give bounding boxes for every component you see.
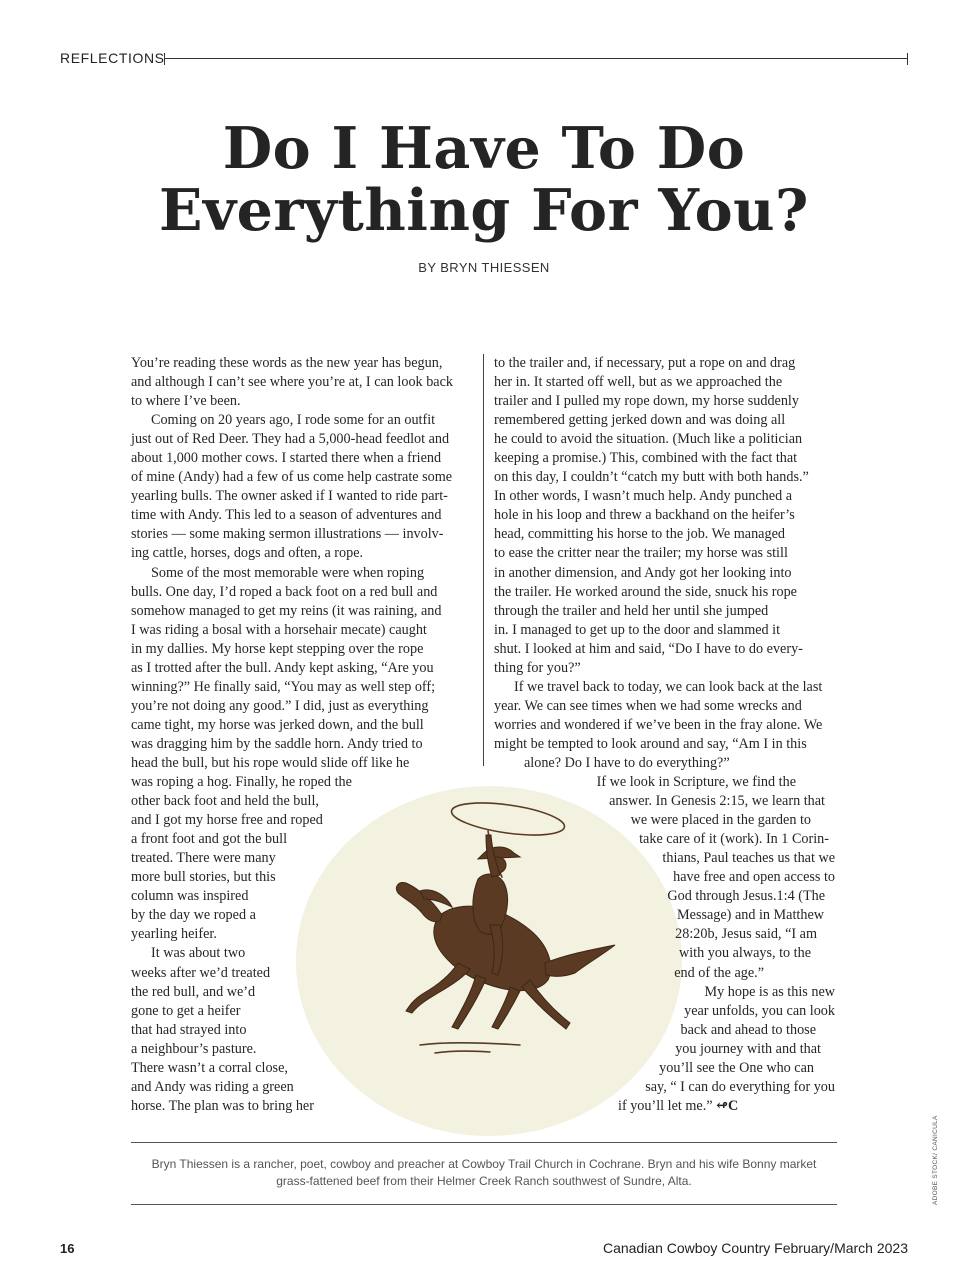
text-line: Some of the most memorable were when roping [151,564,425,581]
text-line: stories — some making sermon illustrations — involv- [131,526,444,543]
text-line: There wasn’t a corral close, [131,1059,288,1076]
text-line: in another dimension, and Andy got her looking into [494,564,792,581]
text-line: weeks after we’d treated [131,964,271,981]
text-line: bulls. One day, I’d roped a back foot on a red bull and [131,583,438,600]
text-line: came tight, my horse was jerked down, and the bull [131,716,424,733]
text-line [494,1097,839,1116]
text-line: thians, Paul teaches us that we [662,850,835,867]
bio-rule-bottom [131,1204,837,1205]
text-line: by the day we roped a [131,907,256,924]
text-line: take care of it (work). In 1 Corin- [639,831,829,848]
text-line: to the trailer and, if necessary, put a rope on and drag [494,355,796,371]
article-title [0,115,968,244]
text-line: If we travel back to today, we can look back at the last [514,678,823,695]
text-line: year unfolds, you can look [684,1002,835,1019]
text-line: in my dallies. My horse kept stepping over the rope [131,640,424,657]
byline: BY BRYN THIESSEN [418,260,550,275]
text-line: through the trailer and held her until she jumped [494,602,769,619]
text-line: ing cattle, horses, dogs and often, a rope. [131,545,364,562]
text-line: the trailer. He worked around the side, snuck his rope [494,583,797,600]
text-line: I was riding a bosal with a horsehair mecate) caught [131,621,427,638]
text-line: yearling bulls. The owner asked if I wanted to ride part- [131,488,448,505]
page-number: 16 [60,1241,75,1256]
text-line: say, “ I can do everything for you [645,1078,835,1095]
section-label: REFLECTIONS [60,50,165,66]
text-line: thing for you?” [494,659,581,676]
text-line: time with Andy. This led to a season of adventures and [131,507,442,524]
text-line-content: if you’ll let me.” [618,1097,713,1114]
text-line: was dragging him by the saddle horn. Andy tried to [131,735,423,752]
text-line: head the bull, but his rope would slide off like he [131,754,410,771]
text-line: might be tempted to look around and say, “Am I in this [494,735,807,752]
text-line: Coming on 20 years ago, I rode some for an outfit [151,412,436,429]
text-line: you’ll see the One who can [659,1059,814,1076]
text-line: year. We can see times when we had some wrecks and [494,697,802,714]
text-line: a neighbour’s pasture. [131,1040,257,1057]
text-line: in. I managed to get up to the door and slammed it [494,621,781,638]
text-line: If we look in Scripture, we find the [596,774,796,791]
photo-credit: ADOBE STOCK/ CANICULA [932,1115,939,1205]
text-line: we were placed in the garden to [630,812,811,829]
text-line: back and ahead to those [680,1021,816,1038]
bio-line: grass-fattened beef from their Helmer Creek Ranch southwest of Sundre, Alta. [276,1174,692,1188]
text-line: that had strayed into [131,1021,247,1038]
text-line: and Andy was riding a green [131,1078,294,1095]
text-line: shut. I looked at him and said, “Do I have to do every- [494,640,803,657]
text-line: God through Jesus.1:4 (The [667,888,825,905]
publication-footer: Canadian Cowboy Country February/March 2023 [602,1240,908,1256]
text-line: a front foot and got the bull [131,831,288,848]
text-line: as I trotted after the bull. Andy kept asking, “Are you [131,659,434,676]
text-line: remembered getting jerked down and was doing all [494,412,786,429]
text-line: gone to get a heifer [131,1002,241,1019]
article-column-left [131,354,473,1116]
text-line: end of the age.” [674,964,764,981]
text-line: on this day, I couldn’t “catch my butt with both hands.” [494,469,809,486]
text-line: hole in his loop and threw a backhand on the heifer’s [494,507,795,524]
text-line: about 1,000 mother cows. I started there when a friend [131,450,442,467]
text-line: more bull stories, but this [131,869,276,886]
text-line: Message) and in Matthew [677,907,824,924]
text-line: to ease the critter near the trailer; my horse was still [494,545,788,562]
text-line: column was inspired [131,888,249,905]
text-line: winning?” He finally said, “You may as well step off; [131,678,436,695]
text-line: My hope is as this new [704,983,835,1000]
text-line: In other words, I wasn’t much help. Andy punched a [494,488,793,505]
text-line: and although I can’t see where you’re at, I can look back [131,374,453,391]
end-mark: ↫C [716,1097,739,1114]
text-line: other back foot and held the bull, [131,793,319,810]
text-line: with you always, to the [678,945,811,962]
article-column-right [494,354,839,1116]
text-line: somehow managed to get my reins (it was raining, and [131,602,442,619]
text-line: the red bull, and we’d [131,983,256,1000]
text-line: You’re reading these words as the new year has begun, [131,355,443,371]
text-line: and I got my horse free and roped [131,812,323,829]
text-line: yearling heifer. [131,926,217,943]
text-line: he could to avoid the situation. (Much like a politician [494,431,803,448]
text-line: you journey with and that [675,1040,821,1057]
text-line: just out of Red Deer. They had a 5,000-head feedlot and [131,431,450,448]
text-line: answer. In Genesis 2:15, we learn that [609,793,825,810]
author-bio [131,1156,837,1190]
text-line: worries and wondered if we’ve been in the fray alone. We [494,716,823,733]
text-line: was roping a hog. Finally, he roped the [131,774,352,791]
bio-rule-top [131,1142,837,1143]
bio-line: Bryn Thiessen is a rancher, poet, cowboy and preacher at Cowboy Trail Church in Cochrane. Bryn and his wife Bonny market [151,1157,817,1171]
text-line: 28:20b, Jesus said, “I am [675,926,817,943]
text-line: of mine (Andy) had a few of us come help castrate some [131,469,453,486]
text-line: her in. It started off well, but as we approached the [494,374,783,391]
title-line: Do I Have To Do [222,115,746,182]
column-divider [483,354,484,766]
text-line: keeping a promise.) This, combined with the fact that [494,450,798,467]
text-line: have free and open access to [673,869,835,886]
text-line: you’re not doing any good.” I did, just as everything [131,697,429,714]
text-line: alone? Do I have to do everything?” [524,754,730,771]
text-line: trailer and I pulled my rope down, my horse suddenly [494,393,799,410]
text-line: horse. The plan was to bring her [131,1097,314,1114]
text-line: to where I’ve been. [131,393,241,410]
text-line: It was about two [151,945,246,962]
title-line: Everything For You? [159,177,809,244]
text-line: head, committing his horse to the job. We managed [494,526,785,543]
text-line: treated. There were many [131,850,276,867]
header-rule [164,58,908,59]
